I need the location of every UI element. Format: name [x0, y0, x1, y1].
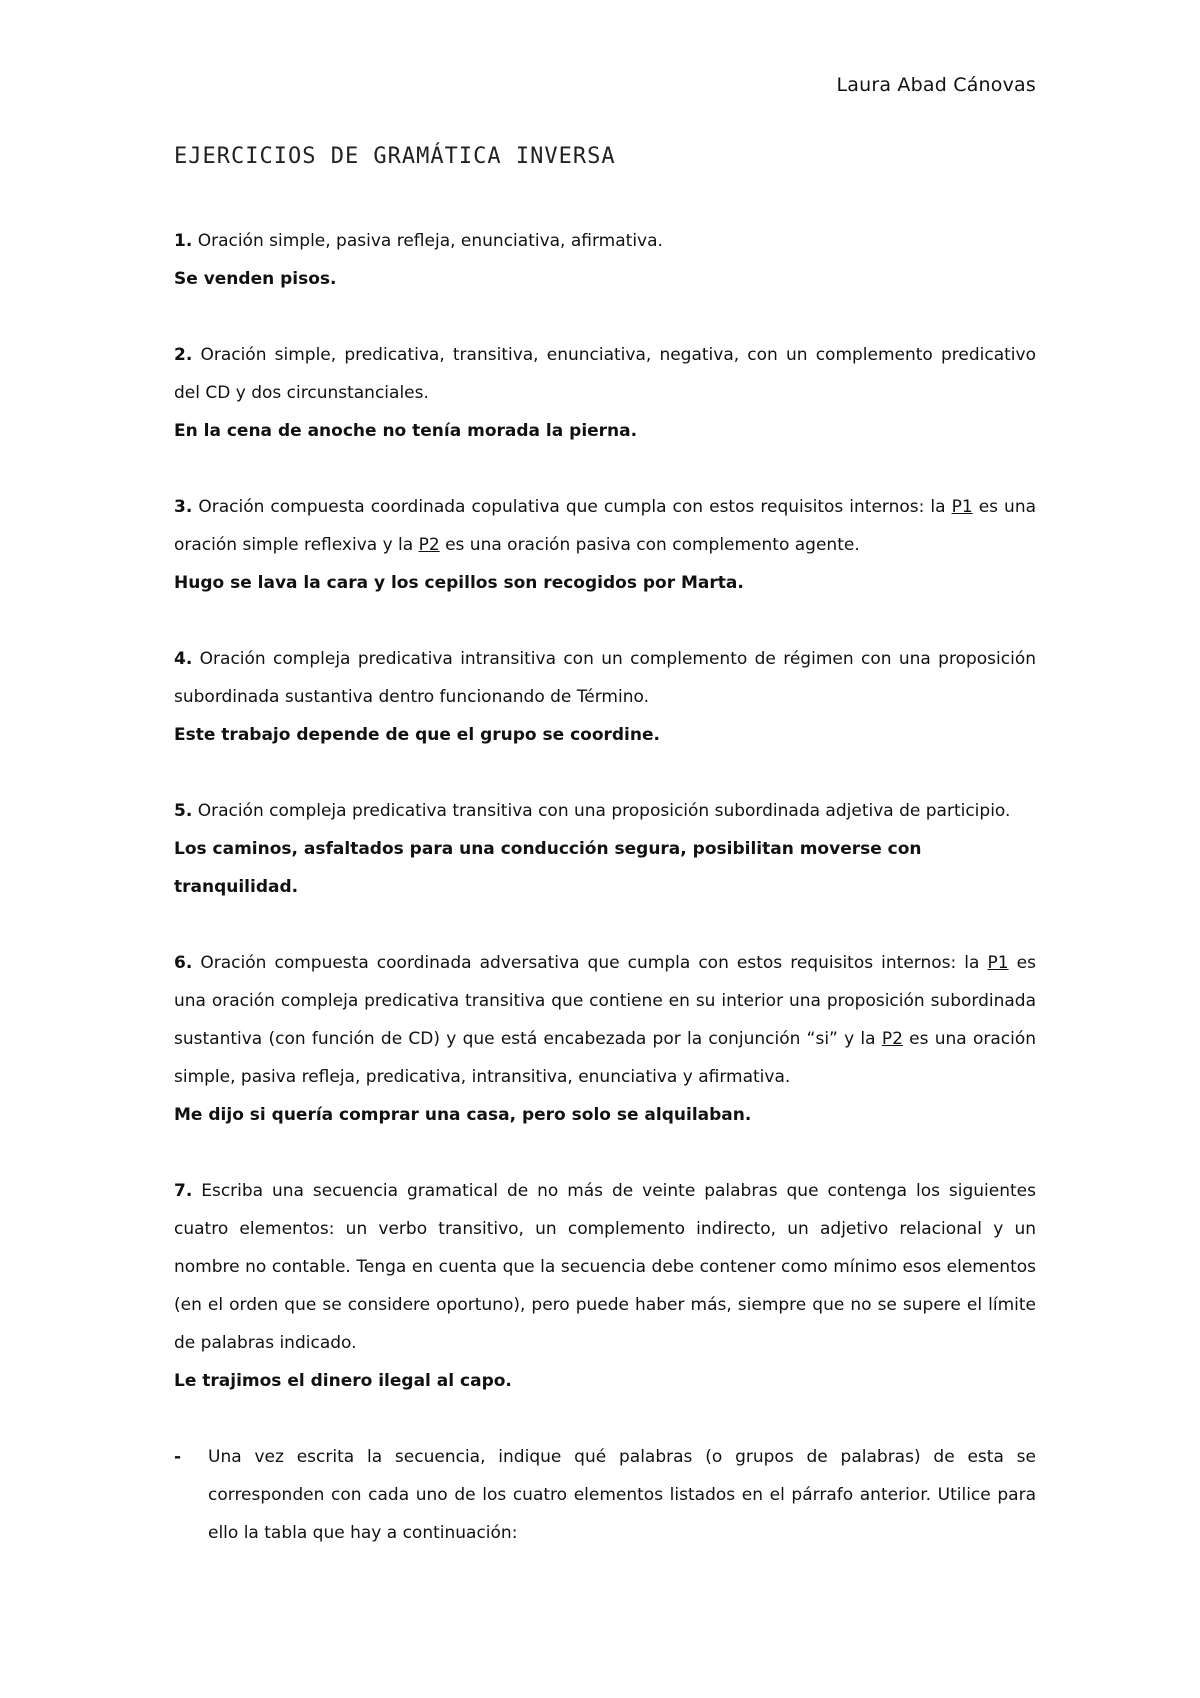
exercise-3: [174, 488, 1036, 602]
exercise-answer: Se venden pisos.: [174, 269, 337, 289]
statement-text: es una oración compleja predicativa transitiva que contiene en su interior una proposición subordinada sustantiva (con función de CD) y que está encabezada por la conjunción “si” y la: [174, 953, 1036, 1049]
exercise-statement: [174, 488, 1036, 564]
p2-label: P2: [418, 535, 440, 555]
exercise-answer: Le trajimos el dinero ilegal al capo.: [174, 1371, 512, 1391]
bullet-text: Una vez escrita la secuencia, indique qué palabras (o grupos de palabras) de esta se corresponden con cada uno de los cuatro elementos listados en el párrafo anterior. Utilice para ello la tabla que hay a continuación:: [208, 1447, 1036, 1543]
bullet-dash: -: [174, 1447, 182, 1467]
exercise-statement: [174, 792, 1036, 830]
exercise-4: [174, 640, 1036, 754]
exercise-list: [174, 222, 1036, 1552]
exercise-number: 6.: [174, 953, 193, 973]
document-title: EJERCICIOS DE GRAMÁTICA INVERSA: [174, 144, 616, 169]
exercise-number: 4.: [174, 649, 193, 669]
statement-text: Oración simple, predicativa, transitiva, enunciativa, negativa, con un complemento predicativo del CD y dos circunstanciales.: [174, 345, 1036, 403]
exercise-answer: En la cena de anoche no tenía morada la pierna.: [174, 421, 638, 441]
statement-text: Oración compleja predicativa transitiva con una proposición subordinada adjetiva de participio.: [192, 801, 1011, 821]
author-name: Laura Abad Cánovas: [836, 74, 1036, 96]
p1-label: P1: [951, 497, 973, 517]
exercise-answer: Hugo se lava la cara y los cepillos son recogidos por Marta.: [174, 573, 744, 593]
exercise-statement: [174, 222, 1036, 260]
exercise-number: 7.: [174, 1181, 193, 1201]
p1-label: P1: [987, 953, 1009, 973]
exercise-7: [174, 1172, 1036, 1400]
exercise-answer: Este trabajo depende de que el grupo se coordine.: [174, 725, 660, 745]
exercise-number: 3.: [174, 497, 193, 517]
exercise-statement: [174, 336, 1036, 412]
exercise-answer: Los caminos, asfaltados para una conducción segura, posibilitan moverse con tranquilidad.: [174, 839, 922, 897]
statement-text: Oración compleja predicativa intransitiva con un complemento de régimen con una proposición subordinada sustantiva dentro funcionando de Término.: [174, 649, 1036, 707]
statement-text: Escriba una secuencia gramatical de no más de veinte palabras que contenga los siguientes cuatro elementos: un verbo transitivo, un complemento indirecto, un adjetivo relacional y un nombre no contable. Tenga en cuenta que la secuencia debe contener como mínimo esos elementos (en el orden que se considere oportuno), pero puede haber más, siempre que no se supere el límite de palabras indicado.: [174, 1181, 1036, 1353]
statement-text: Oración compuesta coordinada copulativa que cumpla con estos requisitos internos: la: [192, 497, 952, 517]
statement-text: es una oración simple reflexiva y la: [174, 497, 1037, 555]
statement-text: es una oración simple, pasiva refleja, predicativa, intransitiva, enunciativa y afirmativa.: [174, 1029, 1036, 1087]
exercise-statement: [174, 1172, 1036, 1362]
exercise-answer: Me dijo si quería comprar una casa, pero solo se alquilaban.: [174, 1105, 752, 1125]
exercise-number: 1.: [174, 231, 193, 251]
exercise-1: [174, 222, 1036, 298]
exercise-statement: [174, 944, 1036, 1096]
statement-text: Oración simple, pasiva refleja, enunciativa, afirmativa.: [192, 231, 663, 251]
exercise-statement: [174, 640, 1036, 716]
exercise-number: 5.: [174, 801, 193, 821]
exercise-2: [174, 336, 1036, 450]
exercise-number: 2.: [174, 345, 193, 365]
statement-text: es una oración pasiva con complemento agente.: [439, 535, 860, 555]
p2-label: P2: [881, 1029, 903, 1049]
bullet-item: [174, 1438, 1036, 1552]
exercise-5: [174, 792, 1036, 906]
statement-text: Oración compuesta coordinada adversativa que cumpla con estos requisitos internos: la: [192, 953, 988, 973]
exercise-6: [174, 944, 1036, 1134]
